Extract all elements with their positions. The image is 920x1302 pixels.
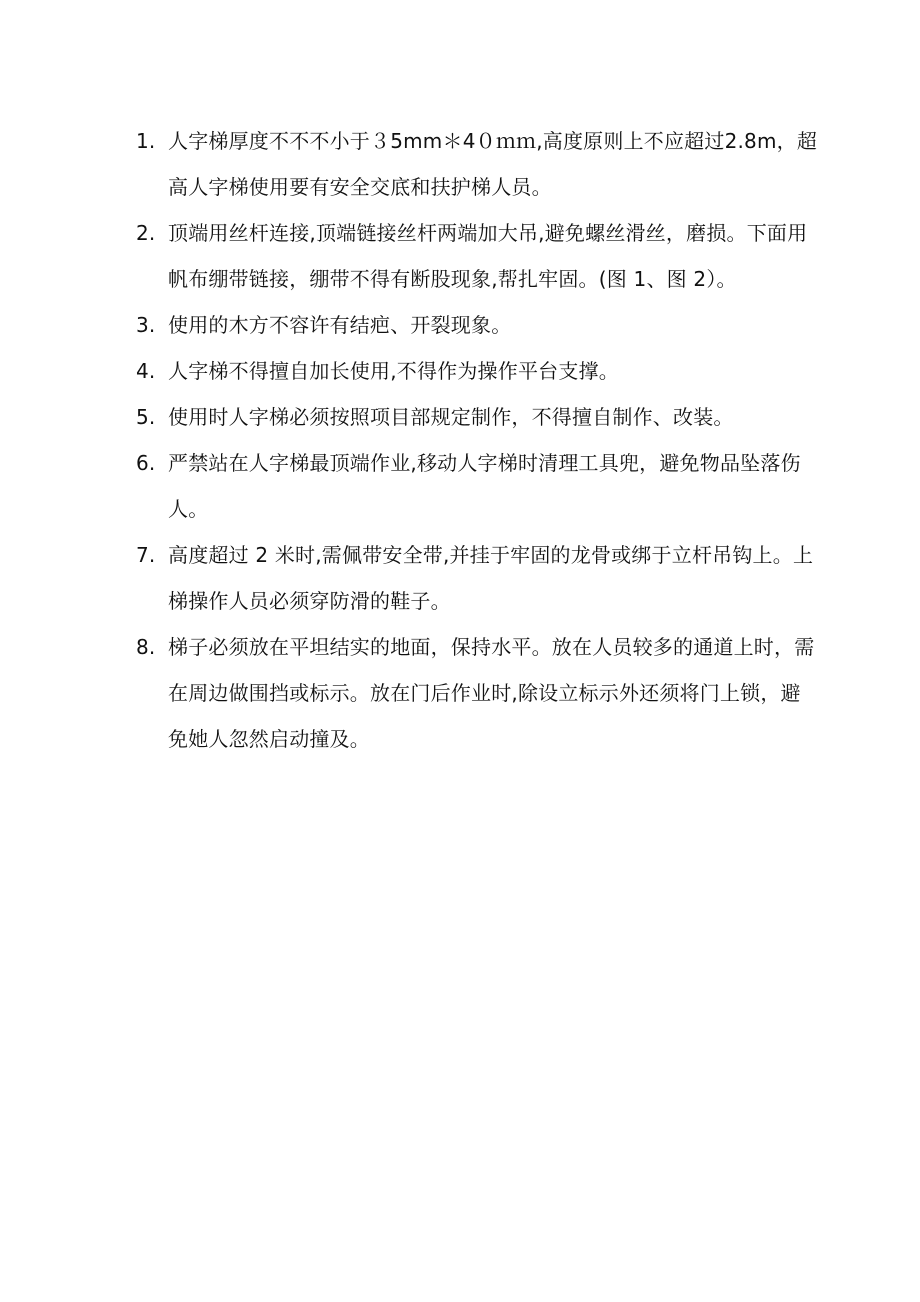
rule-number: 7. xyxy=(136,543,156,567)
rule-number: 6. xyxy=(136,451,156,475)
rule-text: 使用时人字梯必须按照项目部规定制作，不得擅自制作、改装。 xyxy=(168,405,734,429)
rule-item-5 xyxy=(136,394,820,440)
rule-text: 梯子必须放在平坦结实的地面，保持水平。放在人员较多的通道上时，需在周边做围挡或标示。放在门后作业时,除设立标示外还须将门上锁，避免她人忽然启动撞及。 xyxy=(168,635,815,751)
rule-number: 3. xyxy=(136,313,156,337)
rule-text: 顶端用丝杆连接,顶端链接丝杆两端加大吊,避免螺丝滑丝，磨损。下面用帆布绷带链接，绷带不得有断股现象,帮扎牢固。(图 1、图 2）。 xyxy=(168,221,808,291)
rule-item-4 xyxy=(136,348,820,394)
rule-number: 4. xyxy=(136,359,156,383)
rule-item-1 xyxy=(136,118,820,210)
rule-item-3 xyxy=(136,302,820,348)
rule-text: 人字梯厚度不不不小于３5mm＊4０ｍｍ,高度原则上不应超过2.8m，超高人字梯使用要有安全交底和扶护梯人员。 xyxy=(168,129,818,199)
rule-text: 高度超过 2 米时,需佩带安全带,并挂于牢固的龙骨或绑于立杆吊钩上。上梯操作人员必须穿防滑的鞋子。 xyxy=(168,543,814,613)
rule-item-8 xyxy=(136,624,820,762)
rule-number: 1. xyxy=(136,129,156,153)
rule-number: 2. xyxy=(136,221,156,245)
rule-item-2 xyxy=(136,210,820,302)
rule-item-6 xyxy=(136,440,820,532)
rule-item-7 xyxy=(136,532,820,624)
rule-text: 使用的木方不容许有结疤、开裂现象。 xyxy=(168,313,512,337)
rule-text: 人字梯不得擅自加长使用,不得作为操作平台支撑。 xyxy=(168,359,619,383)
safety-rule-list xyxy=(136,118,820,762)
rule-number: 5. xyxy=(136,405,156,429)
rule-text: 严禁站在人字梯最顶端作业,移动人字梯时清理工具兜，避免物品坠落伤人。 xyxy=(168,451,801,521)
rule-number: 8. xyxy=(136,635,156,659)
